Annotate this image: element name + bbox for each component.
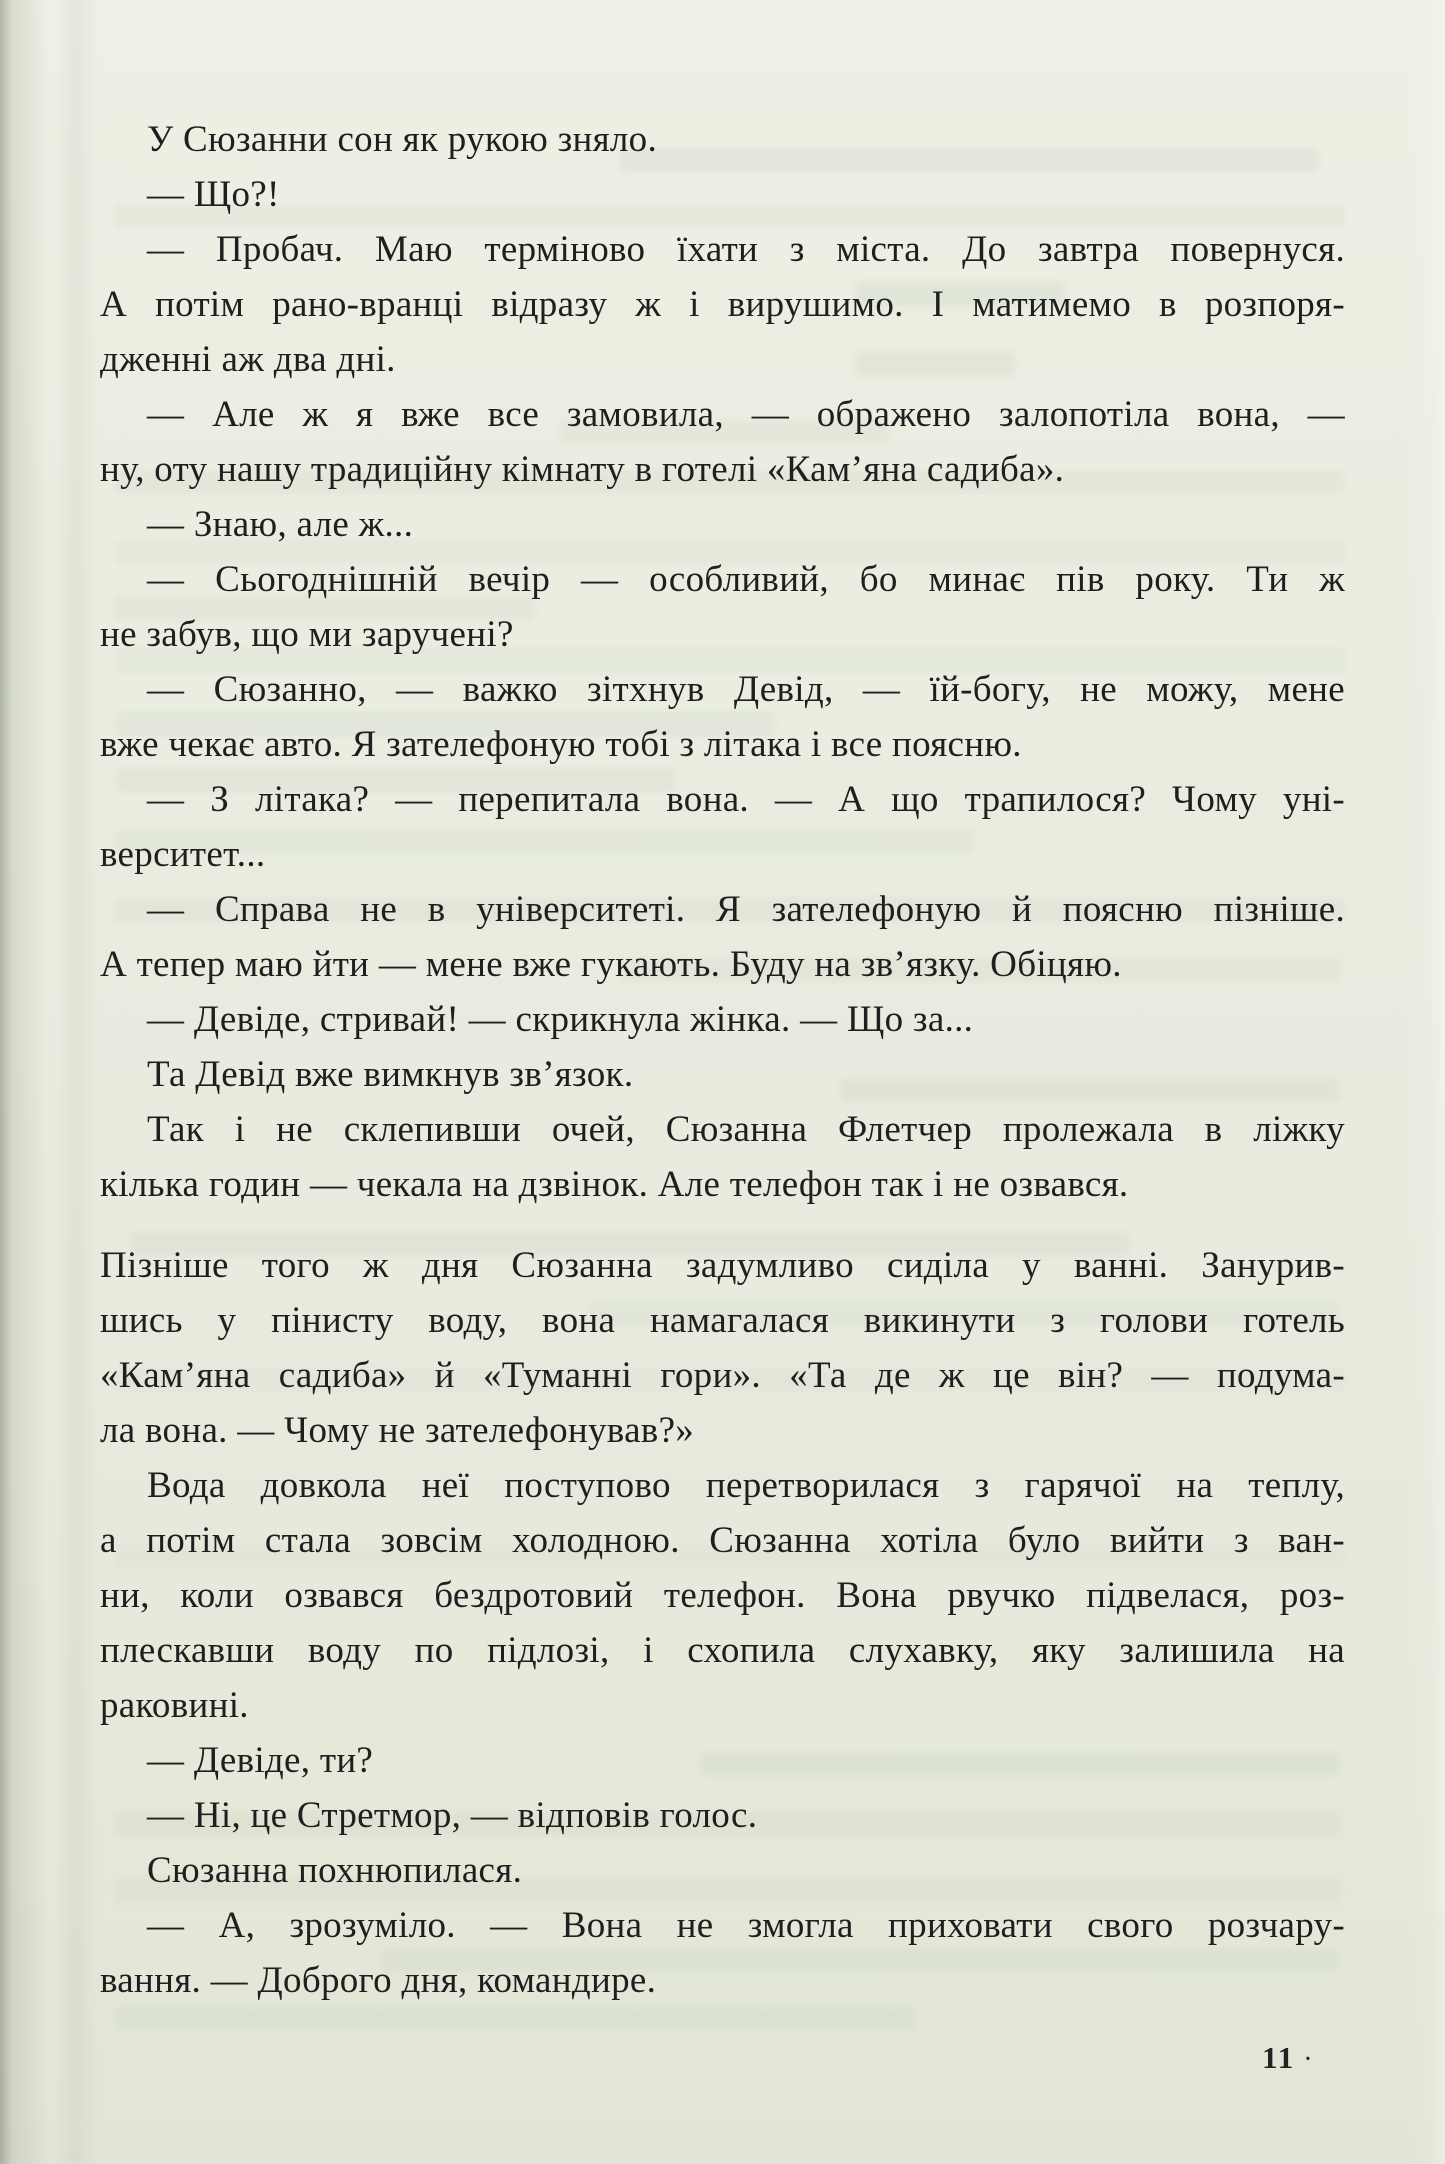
text-line: дженні аж два дні. — [100, 339, 396, 380]
text-line: — Сьогоднішній вечір — особливий, бо минає пів року. Ти ж — [147, 559, 1345, 600]
page-text — [100, 112, 1345, 2008]
text-line: ла вона. — Чому не зателефонував?» — [100, 1410, 695, 1451]
text-line: шись у пінисту воду, вона намагалася викинути з голови готель — [100, 1300, 1345, 1341]
text-line: А тепер маю йти — мене вже гукають. Буду на зв’язку. Обіцяю. — [100, 944, 1122, 985]
paragraph — [100, 1843, 1345, 1898]
paragraph — [100, 1102, 1345, 1212]
text-line: Пізніше того ж дня Сюзанна задумливо сиділа у ванні. Занурив- — [100, 1245, 1345, 1286]
text-line: а потім стала зовсім холодною. Сюзанна хотіла було вийти з ван- — [100, 1520, 1345, 1561]
text-line: Вода довкола неї поступово перетворилася з гарячої на теплу, — [147, 1465, 1345, 1506]
text-line: — Девіде, ти? — [147, 1740, 374, 1781]
paragraph — [100, 1788, 1345, 1843]
text-line: — Але ж я вже все замовила, — ображено залопотіла вона, — — [147, 394, 1345, 435]
bleedthrough-smudge — [115, 2006, 915, 2030]
text-line: ну, оту нашу традиційну кімнату в готелі «Кам’яна садиба». — [100, 449, 1065, 490]
text-line: А потім рано-вранці відразу ж і вирушимо. І матимемо в розпоря- — [100, 284, 1345, 325]
paragraph — [100, 112, 1345, 167]
text-line: — З літака? — перепитала вона. — А що трапилося? Чому уні- — [147, 779, 1345, 820]
text-line: раковині. — [100, 1685, 249, 1726]
paragraph — [100, 387, 1345, 497]
paragraph — [100, 662, 1345, 772]
text-line: верситет... — [100, 834, 266, 875]
text-line: Так і не склепивши очей, Сюзанна Флетчер пролежала в ліжку — [147, 1109, 1345, 1150]
paragraph — [100, 882, 1345, 992]
text-line: — А, зрозуміло. — Вона не змогла приховати свого розчару- — [147, 1905, 1345, 1946]
paragraph — [100, 992, 1345, 1047]
text-line: ни, коли озвався бездротовий телефон. Вона рвучко підвелася, роз- — [100, 1575, 1345, 1616]
paragraph — [100, 1047, 1345, 1102]
text-line: Та Девід вже вимкнув зв’язок. — [147, 1054, 634, 1095]
text-line: — Ні, це Стретмор, — відповів голос. — [147, 1795, 758, 1836]
paragraph — [100, 1898, 1345, 2008]
paragraph — [100, 497, 1345, 552]
text-line: «Кам’яна садиба» й «Туманні гори». «Та де ж це він? — подума- — [100, 1355, 1345, 1396]
text-line: — Знаю, але ж... — [147, 504, 414, 545]
text-line: вання. — Доброго дня, командире. — [100, 1960, 657, 2001]
paragraph — [100, 552, 1345, 662]
text-line: плескавши воду по підлозі, і схопила слухавку, яку залишила на — [100, 1630, 1345, 1671]
text-line: — Сюзанно, — важко зітхнув Девід, — їй-богу, не можу, мене — [147, 669, 1345, 710]
text-line: — Пробач. Маю терміново їхати з міста. До завтра повернуся. — [147, 229, 1345, 270]
text-line: У Сюзанни сон як рукою зняло. — [147, 119, 658, 160]
text-line: — Що?! — [147, 174, 280, 215]
text-line: вже чекає авто. Я зателефоную тобі з літака і все поясню. — [100, 724, 1022, 765]
text-line: кілька годин — чекала на дзвінок. Але телефон так і не озвався. — [100, 1164, 1129, 1205]
page-number-dot: · — [1303, 2044, 1315, 2075]
paragraph — [100, 772, 1345, 882]
paragraph — [100, 222, 1345, 387]
paragraph — [100, 1458, 1345, 1733]
paragraph — [100, 1733, 1345, 1788]
text-line: Сюзанна похнюпилася. — [147, 1850, 523, 1891]
text-line: — Девіде, стривай! — скрикнула жінка. — Що за... — [147, 999, 974, 1040]
paragraph — [100, 167, 1345, 222]
page-number-value: 11 — [1262, 2040, 1296, 2075]
text-line: — Справа не в університеті. Я зателефоную й поясню пізніше. — [147, 889, 1345, 930]
paragraph — [100, 1238, 1345, 1458]
page-number — [1262, 2040, 1315, 2076]
text-line: не забув, що ми заручені? — [100, 614, 514, 655]
